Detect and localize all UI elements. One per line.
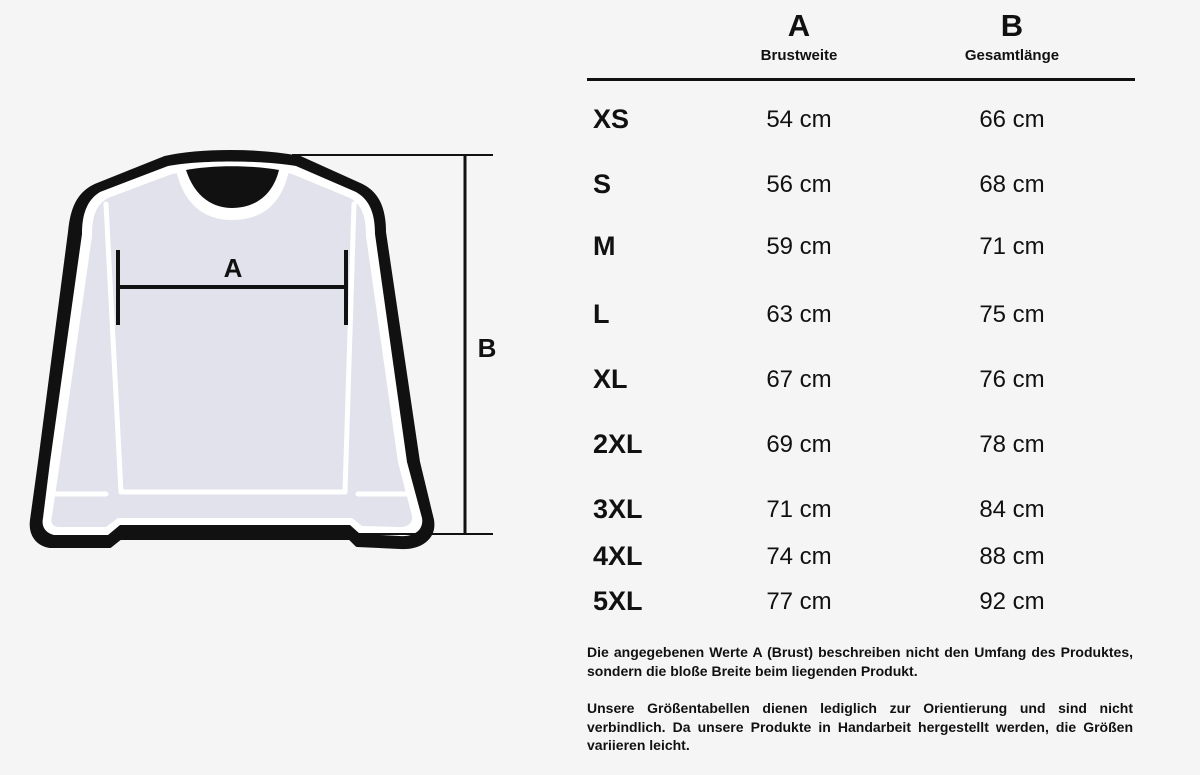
chest-width-value: 74 cm <box>766 543 832 570</box>
chest-width-value: 67 cm <box>766 366 832 393</box>
measure-b-label: B <box>477 333 497 363</box>
chest-width-value: 77 cm <box>766 588 832 615</box>
table-row <box>587 164 1135 204</box>
measure-a-label: A <box>223 253 243 283</box>
chest-width-value: 54 cm <box>766 106 832 133</box>
column-b-letter: B <box>1000 8 1024 43</box>
table-row <box>587 294 1135 334</box>
table-row <box>587 581 1135 621</box>
total-length-value: 68 cm <box>979 171 1045 198</box>
size-label: 2XL <box>593 429 643 459</box>
chest-width-value: 56 cm <box>766 171 832 198</box>
total-length-value: 75 cm <box>979 301 1045 328</box>
chest-width-value: 63 cm <box>766 301 832 328</box>
column-a-header <box>699 8 899 66</box>
table-row <box>587 359 1135 399</box>
sweatshirt-diagram <box>0 0 560 775</box>
chest-width-value: 71 cm <box>766 496 832 523</box>
column-b-header <box>912 8 1112 66</box>
size-label: 3XL <box>593 494 643 524</box>
total-length-value: 66 cm <box>979 106 1045 133</box>
size-label: XL <box>593 364 628 394</box>
total-length-value: 71 cm <box>979 233 1045 260</box>
size-label: L <box>593 299 610 329</box>
column-a-label: Brustweite <box>760 47 838 64</box>
total-length-value: 92 cm <box>979 588 1045 615</box>
column-b-label: Gesamtlänge <box>964 47 1060 64</box>
table-row <box>587 424 1135 464</box>
size-label: 5XL <box>593 586 643 616</box>
measurement-note: Die angegebenen Werte A (Brust) beschreiben nicht den Umfang des Produktes, sondern die bloße Breite beim liegenden Produkt. <box>587 644 1133 679</box>
total-length-value: 84 cm <box>979 496 1045 523</box>
size-label: S <box>593 169 612 199</box>
total-length-value: 76 cm <box>979 366 1045 393</box>
table-row <box>587 99 1135 139</box>
table-row <box>587 536 1135 576</box>
size-table <box>587 0 1135 616</box>
chest-width-value: 59 cm <box>766 233 832 260</box>
column-a-letter: A <box>787 8 811 43</box>
total-length-value: 88 cm <box>979 543 1045 570</box>
table-row <box>587 226 1135 266</box>
total-length-value: 78 cm <box>979 431 1045 458</box>
table-header <box>587 0 1135 81</box>
table-row <box>587 489 1135 529</box>
size-label: XS <box>593 104 630 134</box>
disclaimer-note: Unsere Größentabellen dienen lediglich zur Orientierung und sind nicht verbindlich. Da unsere Produkte in Handarbeit hergestellt werden, die Größen variieren leicht. <box>587 700 1133 753</box>
size-label: 4XL <box>593 541 643 571</box>
chest-width-value: 69 cm <box>766 431 832 458</box>
size-label: M <box>593 231 616 261</box>
